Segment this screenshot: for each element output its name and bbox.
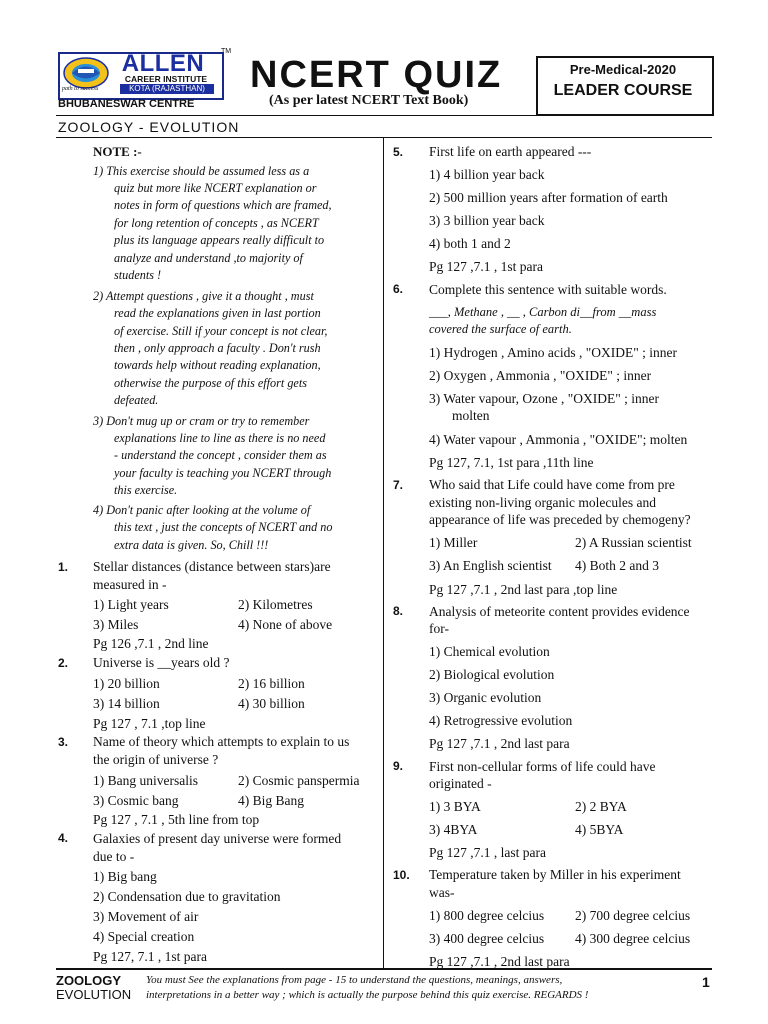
column-divider — [383, 137, 384, 969]
note-line: notes in form of questions which are framed, — [114, 198, 332, 212]
question-number: 10. — [393, 868, 410, 882]
option: 2) Condensation due to gravitation — [93, 889, 281, 904]
question-number: 8. — [393, 604, 404, 618]
option: 1) Bang universalis — [93, 773, 198, 788]
footer-note-line: interpretations in a better way ; which is actually the purpose behind this quiz exercise. REGARDS ! — [146, 989, 589, 1001]
question-text: Name of theory which attempts to explain to us — [93, 734, 350, 749]
note-line: this exercise. — [114, 483, 178, 497]
option: 3) 4BYA — [429, 822, 478, 837]
note-line: defeated. — [114, 393, 159, 407]
option: 4) both 1 and 2 — [429, 236, 511, 251]
question-text: First non-cellular forms of life could have — [429, 759, 656, 774]
option: 2) Cosmic panspermia — [238, 773, 360, 788]
question-number: 7. — [393, 478, 404, 492]
logo-subtitle: CAREER INSTITUTE — [124, 74, 208, 84]
note-line: quiz but more like NCERT explanation or — [114, 181, 317, 195]
question-sentence: ___, Methane , __ , Carbon di__from __mass — [429, 305, 657, 319]
option: 2) Kilometres — [238, 597, 313, 612]
option: 1) 4 billion year back — [429, 167, 545, 182]
question-text: for- — [429, 621, 449, 636]
option: 4) 30 billion — [238, 696, 305, 711]
logo-tagline: path to success — [62, 86, 99, 92]
question-text: Universe is __years old ? — [93, 655, 230, 670]
footer-subject-line: ZOOLOGY — [56, 973, 121, 988]
option: 1) 20 billion — [93, 676, 160, 691]
note-heading: NOTE :- — [93, 144, 142, 159]
page-reference: Pg 127 , 7.1 ,top line — [93, 716, 206, 731]
option: 3) Miles — [93, 617, 139, 632]
page-reference: Pg 127 ,7.1 , 2nd last para — [429, 954, 570, 969]
page-reference: Pg 126 ,7.1 , 2nd line — [93, 636, 209, 651]
question-number: 2. — [58, 656, 69, 670]
option: 3) Movement of air — [93, 909, 199, 924]
option: 2) Biological evolution — [429, 667, 555, 682]
note-line: of exercise. Still if your concept is not clear, — [114, 324, 328, 338]
question-text: Who said that Life could have come from pre — [429, 477, 675, 492]
note-line: analyze and understand ,to majority of — [114, 251, 303, 265]
question-text: measured in - — [93, 577, 167, 592]
logo-name: ALLEN — [121, 50, 205, 77]
question-text: Galaxies of present day universe were formed — [93, 831, 342, 846]
question-number: 6. — [393, 282, 404, 296]
option: molten — [452, 408, 490, 423]
note-line: your faculty is teaching you NCERT through — [114, 466, 332, 480]
option: 4) Both 2 and 3 — [575, 558, 659, 573]
header-rule-top — [56, 115, 712, 116]
option: 4) Retrogressive evolution — [429, 713, 573, 728]
option: 3) Water vapour, Ozone , "OXIDE" ; inner — [429, 391, 659, 406]
option: 4) Water vapour , Ammonia , "OXIDE"; molten — [429, 432, 688, 447]
question-text: appearance of life was preceded by chemogeny? — [429, 512, 691, 527]
option: 4) Special creation — [93, 929, 195, 944]
page-reference: Pg 127 ,7.1 , 2nd last para — [429, 736, 570, 751]
option: 1) Hydrogen , Amino acids , "OXIDE" ; inner — [429, 345, 677, 360]
option: 4) Big Bang — [238, 793, 304, 808]
note-line: read the explanations given in last portion — [114, 306, 321, 320]
option: 1) Chemical evolution — [429, 644, 550, 659]
footer-note-line: You must See the explanations from page - 15 to understand the questions, meanings, answers, — [146, 974, 563, 986]
question-number: 5. — [393, 145, 404, 159]
question-text: the origin of universe ? — [93, 752, 219, 767]
note-line: plus its language appears really difficult to — [114, 233, 325, 247]
page-reference: Pg 127 ,7.1 , 1st para — [429, 259, 543, 274]
centre-name: BHUBANESWAR CENTRE — [58, 98, 195, 110]
question-text: originated - — [429, 776, 492, 791]
option: 2) A Russian scientist — [575, 535, 692, 550]
note-line: then , only approach a faculty . Don't rush — [114, 341, 321, 355]
note-line: otherwise the purpose of this effort gets — [114, 376, 307, 390]
option: 2) 16 billion — [238, 676, 305, 691]
question-text: Stellar distances (distance between stars)are — [93, 559, 331, 574]
option: 2) 700 degree celcius — [575, 908, 691, 923]
page-reference: Pg 127, 7.1 , 1st para — [93, 949, 207, 964]
note-line: 3) Don't mug up or cram or try to remember — [93, 414, 310, 428]
note-line: 1) This exercise should be assumed less as a — [93, 164, 310, 178]
option: 1) Big bang — [93, 869, 157, 884]
trademark: TM — [221, 48, 232, 55]
option: 1) Miller — [429, 535, 478, 550]
question-number: 4. — [58, 831, 69, 845]
note-line: towards help without reading explanation, — [114, 358, 321, 372]
note-line: 4) Don't panic after looking at the volume of — [93, 503, 311, 517]
page-title: NCERT QUIZ — [250, 54, 503, 96]
header-rule-bottom — [56, 137, 712, 138]
option: 2) 2 BYA — [575, 799, 627, 814]
page-reference: Pg 127 ,7.1 , 2nd last para ,top line — [429, 582, 618, 597]
option: 1) Light years — [93, 597, 169, 612]
logo-city: KOTA (RAJASTHAN) — [120, 84, 214, 94]
question-number: 9. — [393, 759, 404, 773]
course-exam: Pre-Medical-2020 — [569, 62, 677, 77]
note-line: 2) Attempt questions , give it a thought , must — [93, 289, 314, 303]
globe-logo-icon — [62, 56, 110, 90]
option: 2) 500 million years after formation of earth — [429, 190, 668, 205]
option: 2) Oxygen , Ammonia , "OXIDE" ; inner — [429, 368, 652, 383]
page-reference: Pg 127, 7.1, 1st para ,11th line — [429, 455, 594, 470]
option: 4) 5BYA — [575, 822, 624, 837]
option: 4) None of above — [238, 617, 333, 632]
question-sentence: covered the surface of earth. — [429, 322, 572, 336]
option: 1) 3 BYA — [429, 799, 481, 814]
question-number: 1. — [58, 560, 69, 574]
question-text: First life on earth appeared --- — [429, 144, 592, 159]
footer-rule — [56, 968, 712, 970]
footer-note — [146, 973, 588, 1003]
option: 3) Organic evolution — [429, 690, 542, 705]
page-subtitle: (As per latest NCERT Text Book) — [269, 93, 469, 108]
footer-subject-line: EVOLUTION — [56, 987, 132, 1002]
footer-subject — [56, 974, 131, 1002]
option: 1) 800 degree celcius — [429, 908, 545, 923]
question-text: Temperature taken by Miller in his experiment — [429, 867, 681, 882]
question-text: Analysis of meteorite content provides evidence — [429, 604, 690, 619]
option: 3) 400 degree celcius — [429, 931, 545, 946]
note-line: students ! — [114, 268, 162, 282]
option: 3) 14 billion — [93, 696, 160, 711]
question-text: existing non-living organic molecules and — [429, 495, 656, 510]
option: 3) Cosmic bang — [93, 793, 179, 808]
course-name: LEADER COURSE — [553, 82, 693, 99]
page-reference: Pg 127 , 7.1 , 5th line from top — [93, 812, 260, 827]
option: 3) 3 billion year back — [429, 213, 545, 228]
page-reference: Pg 127 ,7.1 , last para — [429, 845, 546, 860]
question-number: 3. — [58, 735, 69, 749]
option: 3) An English scientist — [429, 558, 552, 573]
subject-heading: ZOOLOGY - EVOLUTION — [58, 119, 240, 135]
question-text: Complete this sentence with suitable words. — [429, 282, 667, 297]
note-line: - understand the concept , consider them as — [114, 448, 327, 462]
option: 4) 300 degree celcius — [575, 931, 691, 946]
question-text: was- — [429, 885, 455, 900]
note-line: explanations line to line as there is no need — [114, 431, 326, 445]
note-line: for long retention of concepts , as NCERT — [114, 216, 319, 230]
question-text: due to - — [93, 849, 135, 864]
note-line: this text , just the concepts of NCERT and no — [114, 520, 333, 534]
page-number: 1 — [702, 974, 710, 990]
note-line: extra data is given. So, Chill !!! — [114, 538, 269, 552]
